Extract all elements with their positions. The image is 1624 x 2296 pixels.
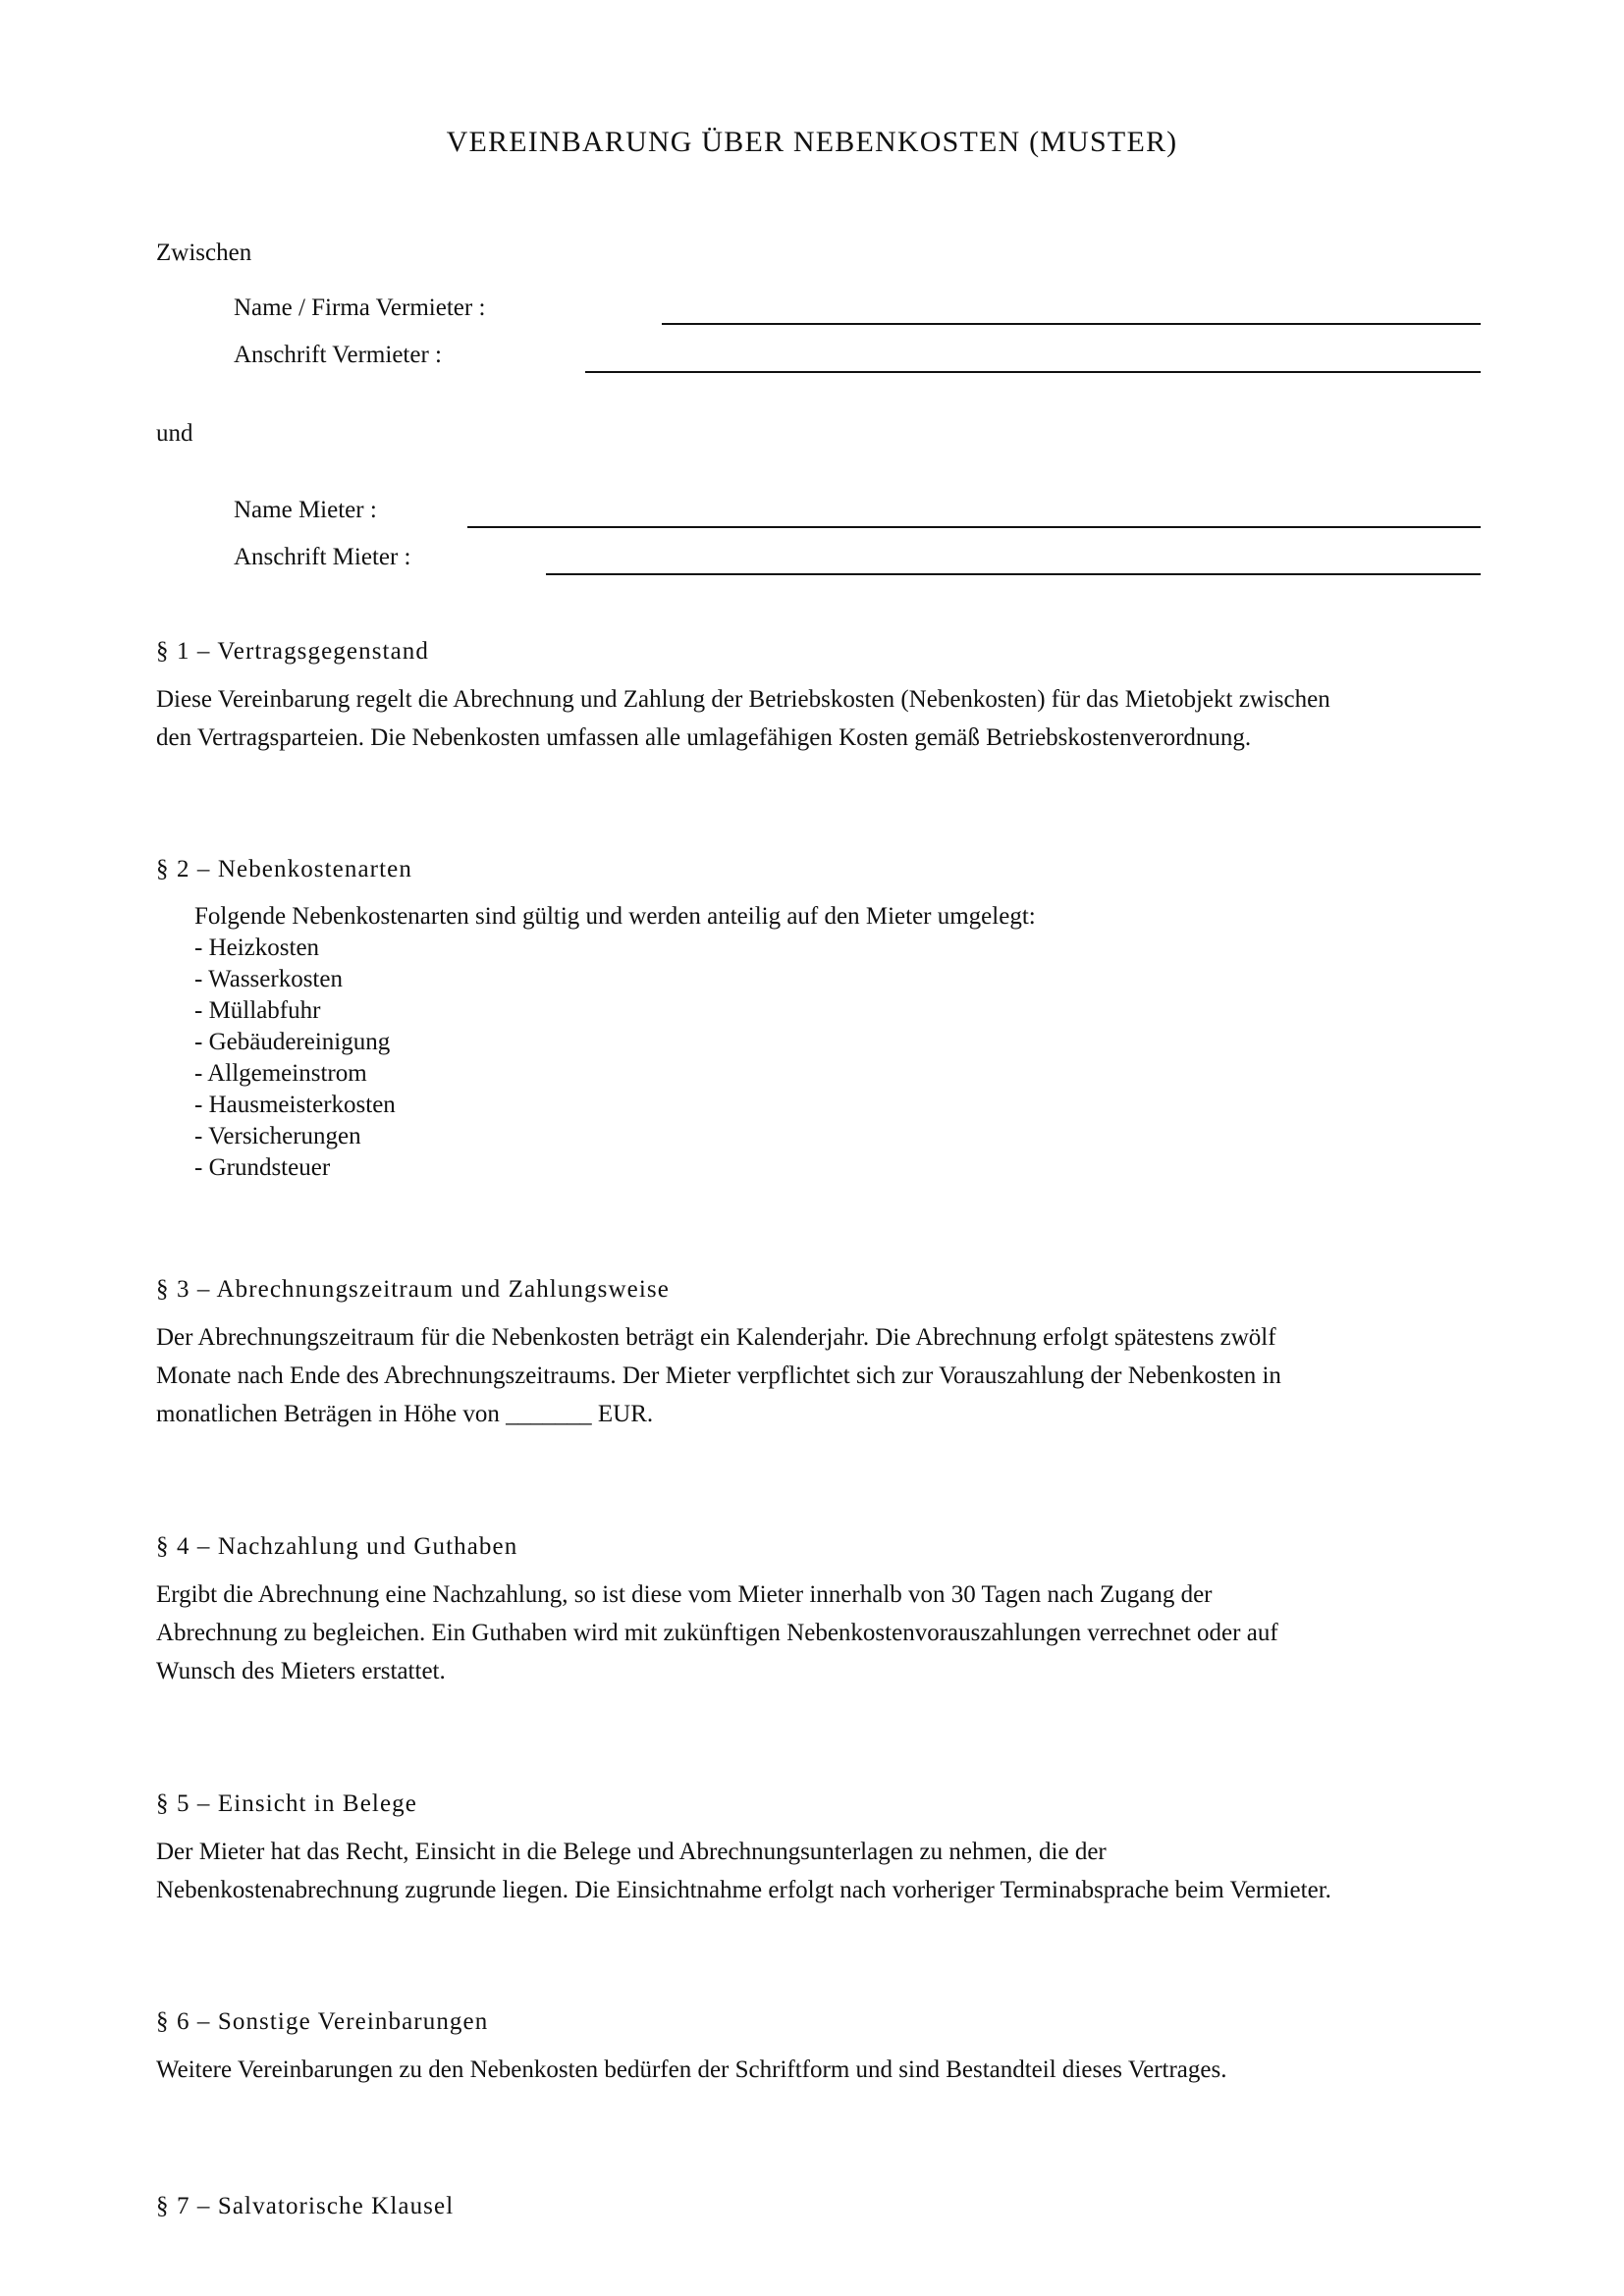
section-6-heading: § 6 – Sonstige Vereinbarungen: [156, 2008, 489, 2035]
list-item: - Wasserkosten: [194, 966, 343, 992]
between-label: Zwischen: [156, 240, 252, 266]
section-4-line: Wunsch des Mieters erstattet.: [156, 1658, 446, 1684]
list-item: - Hausmeisterkosten: [194, 1092, 396, 1118]
tenant-name-line[interactable]: [467, 526, 1481, 528]
section-1-line: den Vertragsparteien. Die Nebenkosten umfassen alle umlagefähigen Kosten gemäß Betriebskostenverordnung.: [156, 724, 1252, 751]
list-item: - Versicherungen: [194, 1123, 361, 1149]
section-2-intro: Folgende Nebenkostenarten sind gültig und werden anteilig auf den Mieter umgelegt:: [194, 903, 1036, 930]
section-1-heading: § 1 – Vertragsgegenstand: [156, 638, 429, 665]
section-5-text: [156, 1833, 1491, 1909]
landlord-name-label: Name / Firma Vermieter :: [234, 294, 486, 321]
section-6-line: Weitere Vereinbarungen zu den Nebenkosten bedürfen der Schriftform und sind Bestandteil dieses Vertrages.: [156, 2056, 1227, 2083]
section-1-line: Diese Vereinbarung regelt die Abrechnung und Zahlung der Betriebskosten (Nebenkosten) für das Mietobjekt zwischen: [156, 686, 1330, 713]
section-4-text: [156, 1575, 1491, 1690]
section-3-heading: § 3 – Abrechnungszeitraum und Zahlungsweise: [156, 1276, 670, 1303]
section-2-list: [194, 901, 1036, 1184]
tenant-address-line[interactable]: [546, 573, 1481, 575]
and-label: und: [156, 420, 193, 447]
section-7-heading: § 7 – Salvatorische Klausel: [156, 2193, 455, 2219]
list-item: - Allgemeinstrom: [194, 1060, 367, 1087]
section-5-line: Nebenkostenabrechnung zugrunde liegen. Die Einsichtnahme erfolgt nach vorheriger Terminabsprache beim Vermieter.: [156, 1877, 1331, 1903]
section-3-line: Monate nach Ende des Abrechnungszeitraums. Der Mieter verpflichtet sich zur Vorauszahlung der Nebenkosten in: [156, 1362, 1281, 1389]
list-item: - Grundsteuer: [194, 1154, 331, 1181]
section-4-line: Ergibt die Abrechnung eine Nachzahlung, so ist diese vom Mieter innerhalb von 30 Tagen nach Zugang der: [156, 1581, 1213, 1608]
section-3-text: [156, 1318, 1491, 1433]
landlord-address-label: Anschrift Vermieter :: [234, 342, 442, 368]
section-4-line: Abrechnung zu begleichen. Ein Guthaben wird mit zukünftigen Nebenkostenvorauszahlungen verrechnet oder auf: [156, 1620, 1278, 1646]
section-1-text: [156, 680, 1491, 757]
tenant-name-label: Name Mieter :: [234, 497, 377, 523]
section-2-heading: § 2 – Nebenkostenarten: [156, 856, 412, 882]
list-item: - Müllabfuhr: [194, 997, 321, 1024]
section-3-line: monatlichen Beträgen in Höhe von _______ EUR.: [156, 1401, 654, 1427]
section-5-line: Der Mieter hat das Recht, Einsicht in die Belege und Abrechnungsunterlagen zu nehmen, die der: [156, 1839, 1107, 1865]
tenant-address-label: Anschrift Mieter :: [234, 544, 411, 570]
landlord-name-line[interactable]: [662, 323, 1481, 325]
section-3-line: Der Abrechnungszeitraum für die Nebenkosten beträgt ein Kalenderjahr. Die Abrechnung erfolgt spätestens zwölf: [156, 1324, 1276, 1351]
document-title: VEREINBARUNG ÜBER NEBENKOSTEN (MUSTER): [446, 126, 1178, 158]
list-item: - Heizkosten: [194, 934, 320, 961]
list-item: - Gebäudereinigung: [194, 1029, 391, 1055]
section-5-heading: § 5 – Einsicht in Belege: [156, 1790, 417, 1817]
section-4-heading: § 4 – Nachzahlung und Guthaben: [156, 1533, 518, 1560]
section-6-text: [156, 2051, 1491, 2089]
landlord-address-line[interactable]: [585, 371, 1481, 373]
